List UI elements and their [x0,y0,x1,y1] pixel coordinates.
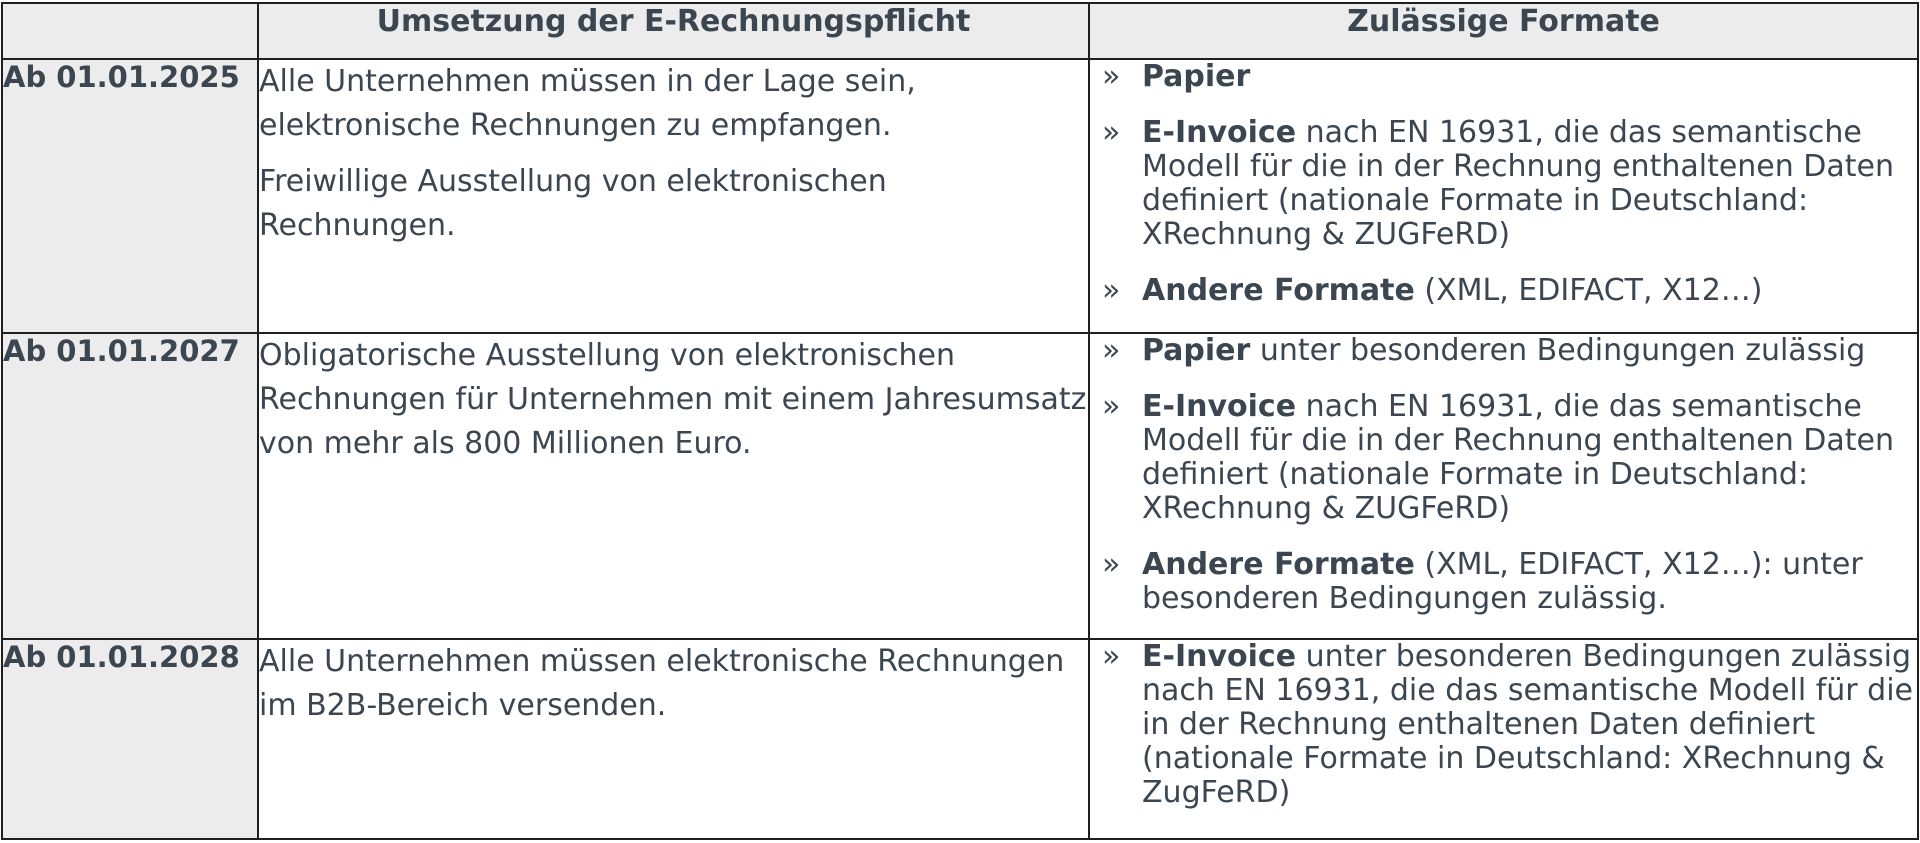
implementation-text: Alle Unternehmen müssen elektronische Rechnungen im B2B-Bereich versenden. [259,644,1065,723]
chevron-bullet-icon: » [1102,639,1121,674]
format-name: E-Invoice [1142,115,1297,150]
header-formats: Zulässige Formate [1089,3,1918,59]
format-name: Papier [1142,333,1251,368]
format-item [1090,116,1917,252]
header-row [2,3,1918,59]
chevron-bullet-icon: » [1102,333,1121,368]
format-description: nach EN 16931, die das semantische Modell für die in der Rechnung enthaltenen Daten definiert (nationale Formate in Deutschland: XRechnung & ZUGFeRD) [1142,389,1895,526]
formats-list [1090,334,1917,616]
implementation-text: Alle Unternehmen müssen in der Lage sein, elektronische Rechnungen zu empfangen. [259,64,916,143]
chevron-bullet-icon: » [1102,273,1121,308]
format-item [1090,274,1917,308]
date-cell: Ab 01.01.2025 [2,59,258,333]
format-name: Andere Formate [1142,547,1415,582]
e-invoice-table [1,2,1919,840]
table-row [2,333,1918,639]
formats-list [1090,640,1917,810]
format-description: nach EN 16931, die das semantische Modell für die in der Rechnung enthaltenen Daten definiert (nationale Formate in Deutschland: XRechnung & ZUGFeRD) [1142,115,1895,252]
implementation-cell [258,639,1089,839]
format-item [1090,60,1917,94]
format-description: (XML, EDIFACT, X12…) [1414,273,1763,308]
formats-cell [1089,333,1918,639]
format-name: Papier [1142,59,1251,94]
format-description: (XML, EDIFACT, X12…): unter besonderen Bedingungen zulässig. [1142,547,1863,616]
formats-list [1090,60,1917,308]
format-name: E-Invoice [1142,389,1297,424]
format-item [1090,640,1917,810]
chevron-bullet-icon: » [1102,547,1121,582]
implementation-cell [258,333,1089,639]
implementation-cell [258,59,1089,333]
chevron-bullet-icon: » [1102,115,1121,150]
date-cell: Ab 01.01.2027 [2,333,258,639]
chevron-bullet-icon: » [1102,59,1121,94]
date-cell: Ab 01.01.2028 [2,639,258,839]
header-implementation: Umsetzung der E-Rechnungspflicht [258,3,1089,59]
format-item [1090,334,1917,368]
implementation-text: Obligatorische Ausstellung von elektronischen Rechnungen für Unternehmen mit einem Jahresumsatz von mehr als 800 Millionen Euro. [259,338,1087,461]
table-row [2,59,1918,333]
formats-cell [1089,639,1918,839]
format-name: E-Invoice [1142,639,1297,674]
format-description: unter besonderen Bedingungen zulässig nach EN 16931, die das semantische Modell für die in der Rechnung enthaltenen Daten definiert (nationale Formate in Deutschland: XRechnung & ZugFeRD) [1142,639,1914,810]
header-date [2,3,258,59]
formats-cell [1089,59,1918,333]
implementation-text: Freiwillige Ausstellung von elektronischen Rechnungen. [259,164,887,243]
format-description: unter besonderen Bedingungen zulässig [1250,333,1866,368]
format-name: Andere Formate [1142,273,1415,308]
format-item [1090,390,1917,526]
table-row [2,639,1918,839]
chevron-bullet-icon: » [1102,389,1121,424]
format-item [1090,548,1917,616]
